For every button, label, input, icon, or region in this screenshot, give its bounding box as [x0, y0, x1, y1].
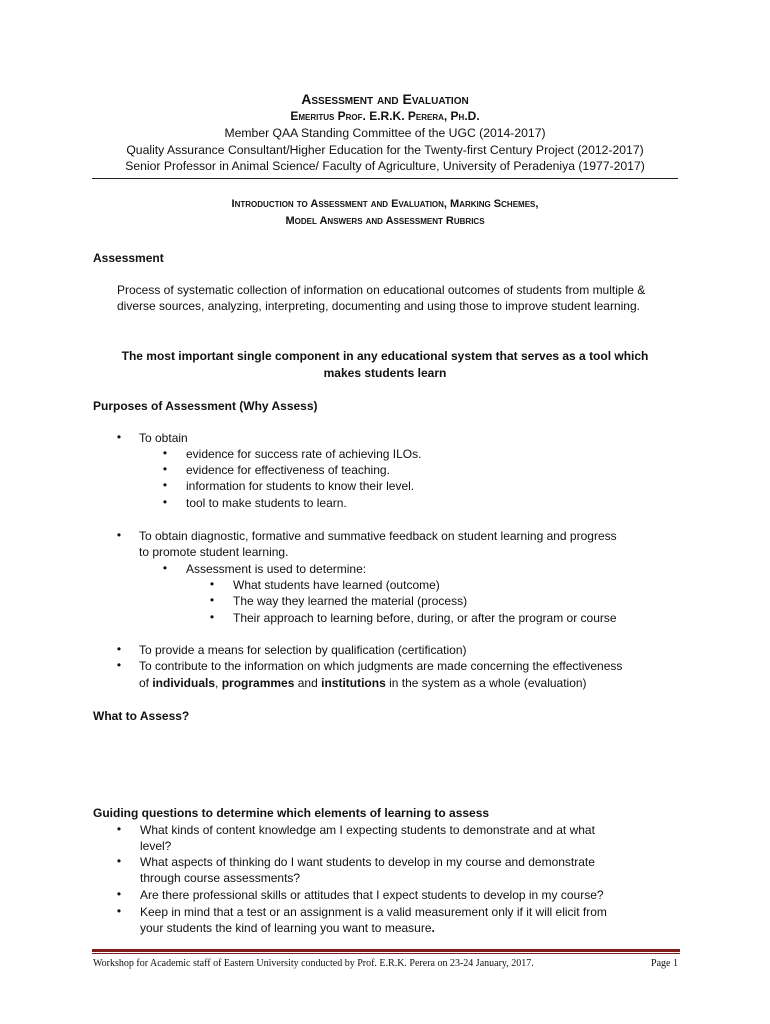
bullet-icon: •: [116, 528, 122, 542]
list-item: Keep in mind that a test or an assignment is a valid measurement only if it will elicit from: [140, 905, 607, 919]
list-item-continuation: to promote student learning.: [139, 545, 289, 559]
bullet-icon: •: [116, 887, 122, 901]
bullet-icon: •: [116, 854, 122, 868]
bullet-icon: •: [162, 478, 168, 492]
bullet-icon: •: [116, 904, 122, 918]
affiliation-line: Quality Assurance Consultant/Higher Education for the Twenty-first Century Project (2012-2017): [126, 143, 644, 157]
list-item: information for students to know their level.: [186, 479, 415, 493]
emphasis-programmes: programmes: [221, 676, 295, 690]
emphasis-individuals: individuals: [152, 676, 216, 690]
emphasis-institutions: institutions: [321, 676, 386, 690]
author-name: Emeritus Prof. E.R.K. Perera, Ph.D.: [290, 109, 480, 123]
footer-divider: [92, 949, 680, 952]
list-item-continuation: level?: [140, 839, 172, 853]
section-heading-what: What to Assess?: [93, 709, 190, 723]
bullet-icon: •: [209, 610, 215, 624]
list-item: Are there professional skills or attitudes that I expect students to develop in my course?: [140, 888, 604, 902]
list-item: To provide a means for selection by qualification (certification): [139, 643, 467, 657]
list-item: What kinds of content knowledge am I expecting students to demonstrate and at what: [140, 823, 595, 837]
list-item: evidence for success rate of achieving ILOs.: [186, 447, 422, 461]
bullet-icon: •: [116, 658, 122, 672]
list-item: What aspects of thinking do I want students to develop in my course and demonstrate: [140, 855, 595, 869]
text-run: ,: [215, 676, 222, 690]
list-item: To obtain: [139, 431, 188, 445]
list-item: To obtain diagnostic, formative and summative feedback on student learning and progress: [139, 529, 617, 543]
bullet-icon: •: [162, 495, 168, 509]
text-run: in the system as a whole (evaluation): [385, 676, 587, 690]
list-item: To contribute to the information on which judgments are made concerning the effectiveness: [139, 659, 623, 673]
bullet-icon: •: [162, 446, 168, 460]
callout-line: The most important single component in any educational system that serves as a tool which: [121, 349, 649, 363]
list-item: evidence for effectiveness of teaching.: [186, 463, 390, 477]
bullet-icon: •: [162, 561, 168, 575]
list-item: What students have learned (outcome): [233, 578, 440, 592]
section-heading-purposes: Purposes of Assessment (Why Assess): [93, 399, 318, 413]
list-item-continuation: through course assessments?: [140, 871, 301, 885]
list-item-continuation: [140, 920, 435, 936]
bullet-icon: •: [116, 822, 122, 836]
bullet-icon: •: [209, 593, 215, 607]
list-item: tool to make students to learn.: [186, 496, 347, 510]
text-run: your students the kind of learning you want to measure: [140, 921, 432, 935]
footer-divider: [92, 953, 680, 954]
text-run: of: [139, 676, 153, 690]
list-item: The way they learned the material (process): [233, 594, 468, 608]
section-heading-assessment: Assessment: [93, 251, 164, 265]
document-title: Assessment and Evaluation: [301, 91, 469, 107]
page-number: Page 1: [651, 958, 678, 969]
affiliation-line: Senior Professor in Animal Science/ Faculty of Agriculture, University of Peradeniya (1977-2017): [125, 159, 645, 173]
affiliation-line: Member QAA Standing Committee of the UGC (2014-2017): [224, 126, 546, 140]
bullet-icon: •: [209, 577, 215, 591]
bullet-icon: •: [116, 642, 122, 656]
assessment-callout: [92, 348, 678, 381]
footer-text: Workshop for Academic staff of Eastern University conducted by Prof. E.R.K. Perera on 23-24 January, 2017.: [93, 958, 534, 969]
list-item: Their approach to learning before, during, or after the program or course: [233, 611, 617, 625]
header-divider: [92, 178, 678, 179]
list-item-continuation: [139, 675, 587, 691]
subtitle-line: Model Answers and Assessment Rubrics: [285, 215, 485, 227]
text-run: and: [294, 676, 322, 690]
assessment-definition: Process of systematic collection of information on educational outcomes of students from multiple & diverse sources, analyzing, interpreting, documenting and using those to improve student learning.: [117, 283, 646, 314]
text-run: .: [431, 921, 435, 935]
section-heading-guiding: Guiding questions to determine which elements of learning to assess: [93, 806, 490, 820]
list-item: Assessment is used to determine:: [186, 562, 367, 576]
bullet-icon: •: [116, 430, 122, 444]
bullet-icon: •: [162, 462, 168, 476]
callout-line: makes students learn: [323, 365, 447, 380]
subtitle-line: Introduction to Assessment and Evaluation, Marking Schemes,: [231, 198, 539, 210]
